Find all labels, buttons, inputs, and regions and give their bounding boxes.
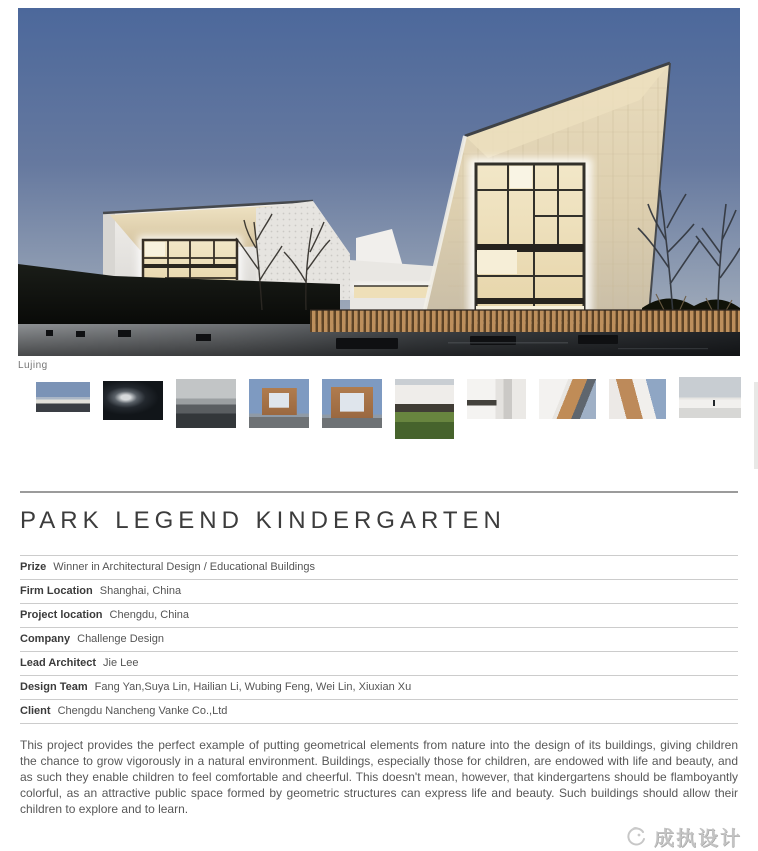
- meta-row-project-location: [20, 603, 738, 627]
- meta-label: Project location: [20, 609, 103, 621]
- thumbnail-1[interactable]: [36, 382, 90, 412]
- brand-name: 成执设计: [654, 828, 742, 850]
- thumbnail-5[interactable]: [322, 379, 382, 428]
- thumbnail-4[interactable]: [249, 379, 309, 428]
- page-title: PARK LEGEND KINDERGARTEN: [20, 507, 506, 534]
- thumbnail-11[interactable]: [754, 382, 758, 469]
- meta-row-prize: [20, 555, 738, 579]
- thumbnail-2[interactable]: [103, 381, 163, 420]
- meta-value: Jie Lee: [103, 657, 139, 669]
- thumbnail-6[interactable]: [395, 379, 454, 439]
- project-description: This project provides the perfect example of putting geometrical elements from nature into the design of its buildings, giving children the chance to grow vigorously in a natural environment. Buildings, especially those for children, are endowed with life and beauty, and as such they enable children to feel comfortable and cheerful. This doesn't mean, however, that kindergartens should be flamboyantly colorful, as an attractive public space formed by geometric structures can express life and beauty. Such buildings should allow their children to explore and to learn.: [20, 738, 738, 816]
- thumbnail-7[interactable]: [467, 379, 526, 419]
- photo-caption: Lujing: [18, 360, 48, 371]
- brand-swirl-icon: [623, 824, 649, 850]
- meta-table: [20, 555, 738, 724]
- meta-label: Lead Architect: [20, 657, 97, 669]
- meta-value: Chengdu Nancheng Vanke Co.,Ltd: [57, 705, 228, 717]
- meta-value: Shanghai, China: [99, 585, 182, 597]
- thumbnail-9[interactable]: [609, 379, 666, 419]
- meta-label: Client: [20, 705, 51, 717]
- thumbnail-8[interactable]: [539, 379, 596, 419]
- article-body: [0, 491, 758, 817]
- meta-row-firm-location: [20, 579, 738, 603]
- meta-value: Fang Yan,Suya Lin, Hailian Li, Wubing Feng, Wei Lin, Xiuxian Xu: [94, 681, 412, 693]
- meta-row-company: [20, 627, 738, 651]
- hero-image[interactable]: [18, 8, 740, 356]
- meta-label: Company: [20, 633, 71, 645]
- thumbnail-10[interactable]: [679, 377, 741, 418]
- meta-label: Design Team: [20, 681, 88, 693]
- meta-value: Chengdu, China: [109, 609, 190, 621]
- meta-label: Firm Location: [20, 585, 93, 597]
- meta-row-lead-architect: [20, 651, 738, 675]
- meta-row-design-team: [20, 675, 738, 699]
- meta-value: Challenge Design: [77, 633, 164, 645]
- brand-footer: [0, 822, 758, 851]
- thumbnail-strip: [18, 379, 740, 475]
- meta-row-client: [20, 699, 738, 724]
- meta-value: Winner in Architectural Design / Educational Buildings: [53, 561, 315, 573]
- meta-label: Prize: [20, 561, 47, 573]
- section-divider: [20, 491, 738, 493]
- thumbnail-3[interactable]: [176, 379, 236, 428]
